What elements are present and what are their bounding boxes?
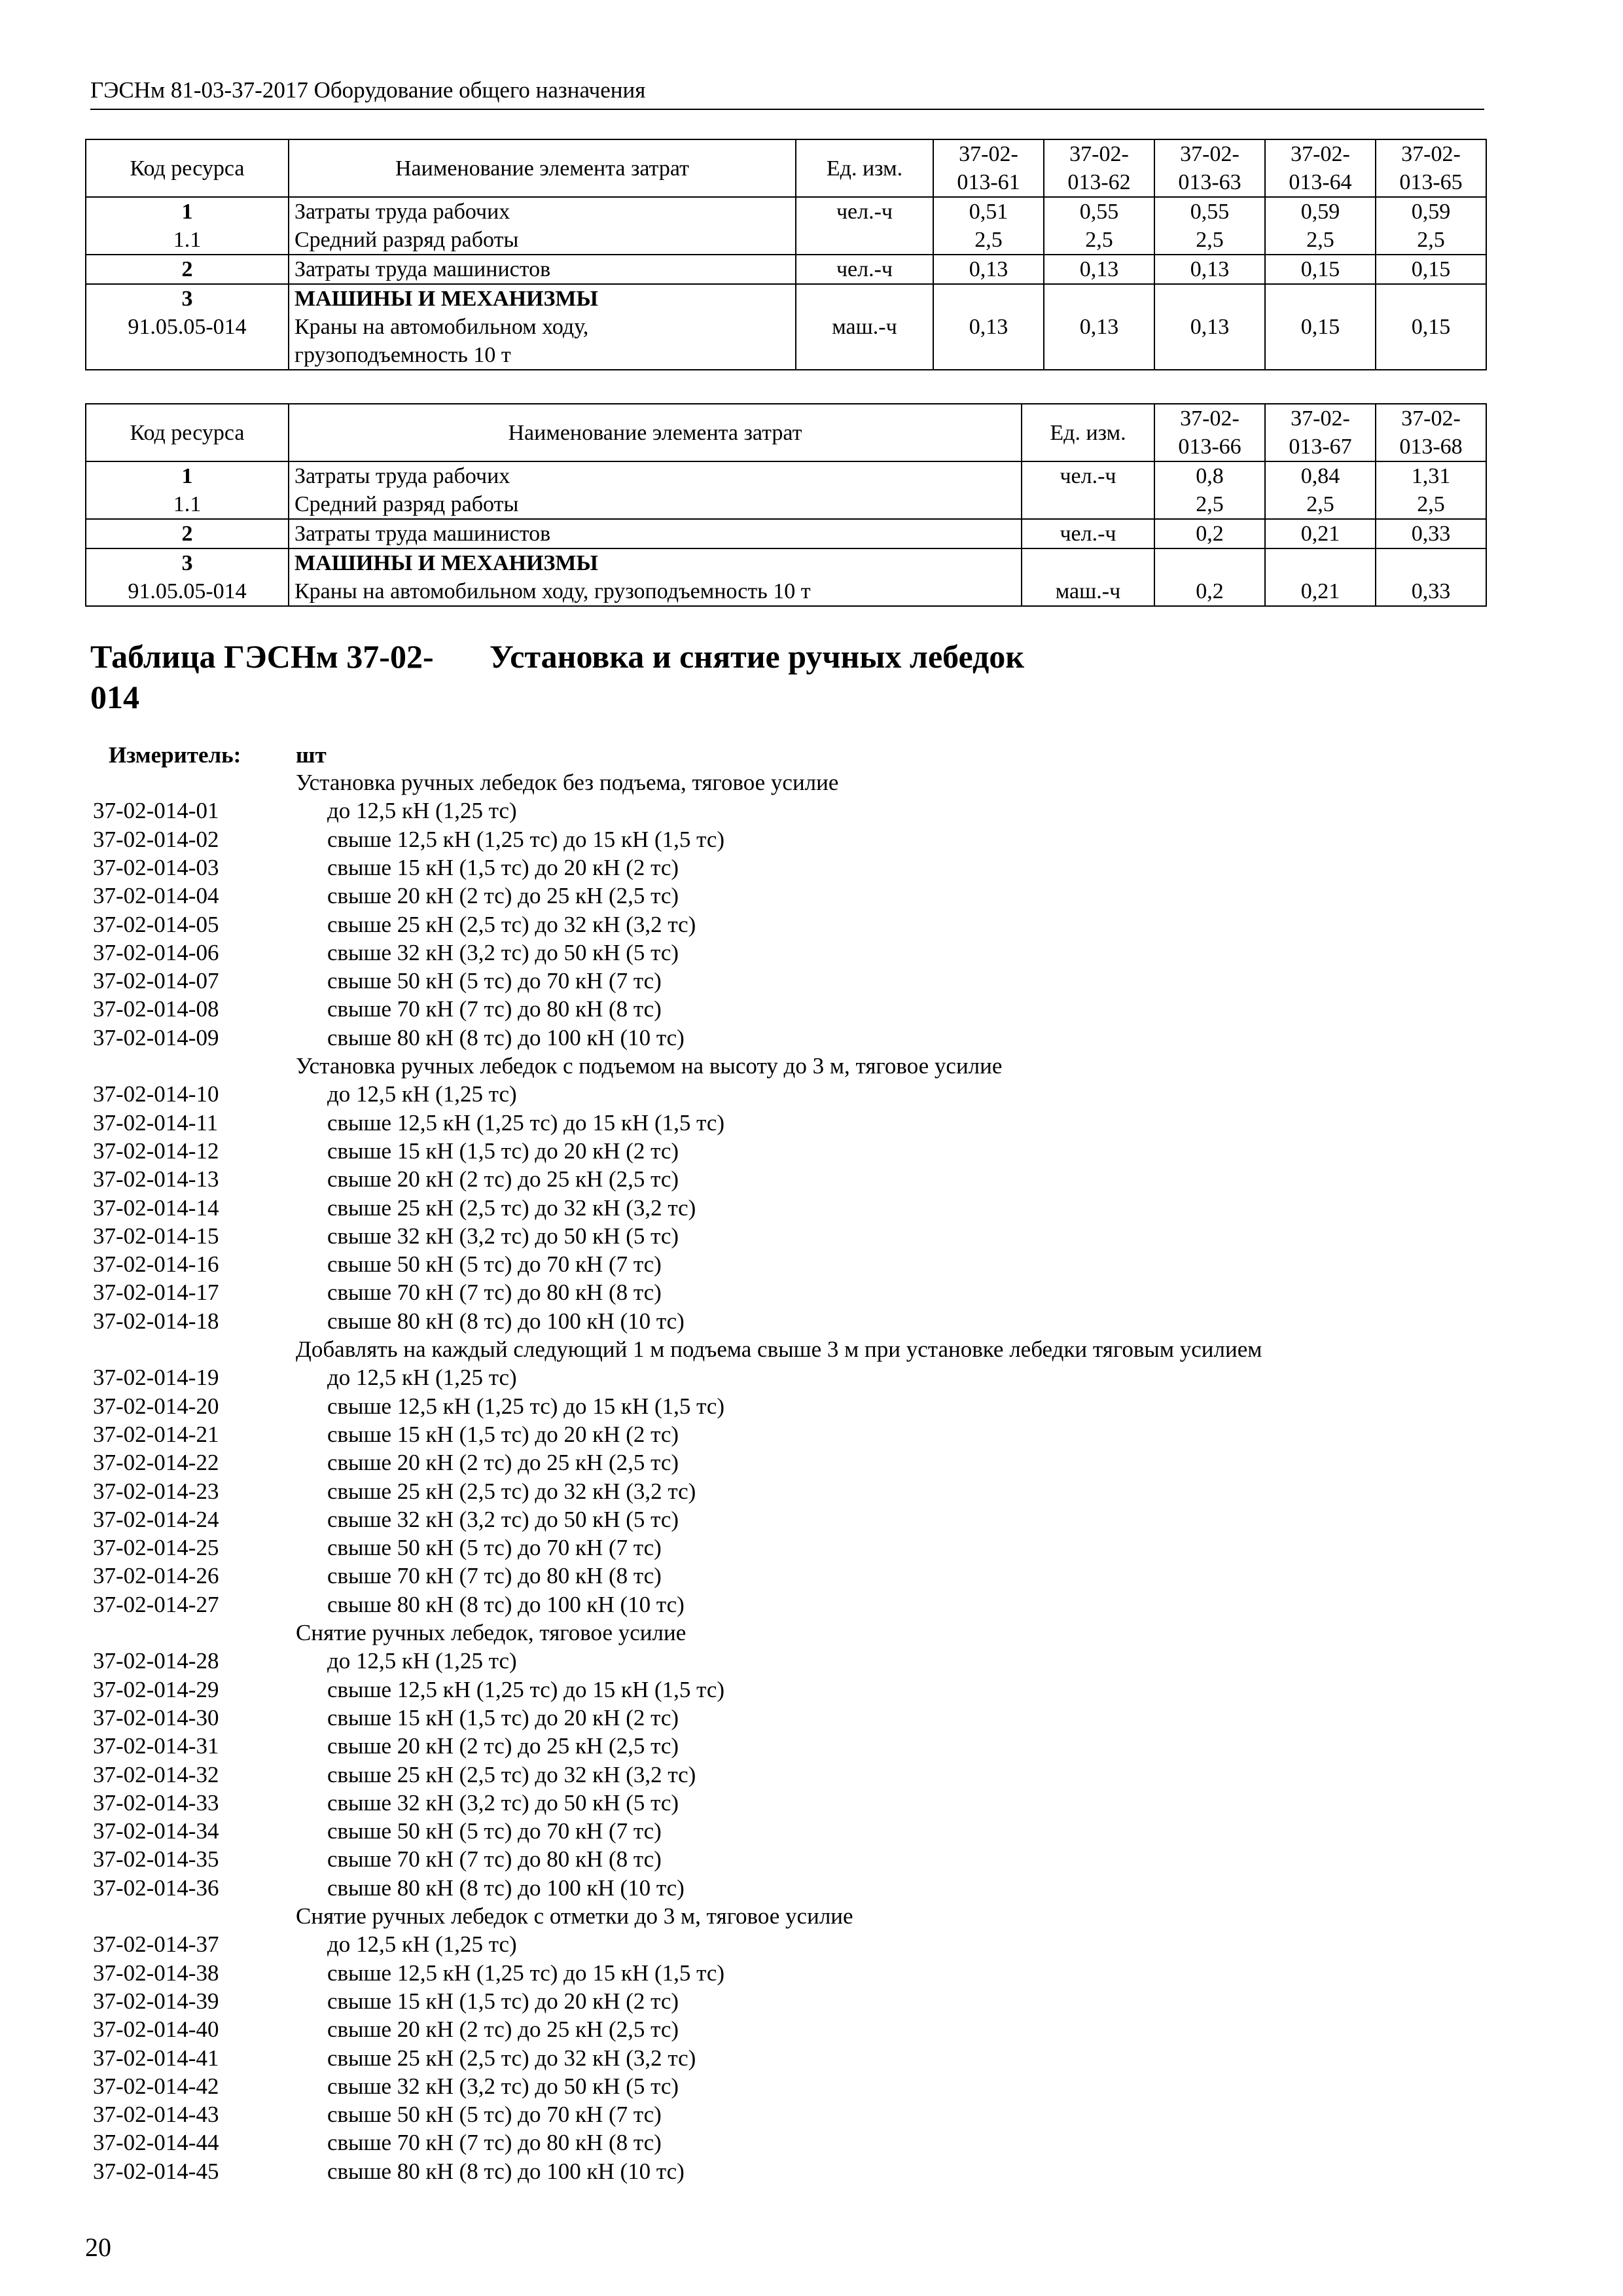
value-cell (1376, 461, 1486, 519)
unit-cell: чел.-ч (1022, 519, 1154, 548)
value-text: 2,5 (1417, 492, 1445, 516)
item-description: свыше 20 кН (2 тс) до 25 кН (2,5 тс) (327, 883, 679, 909)
item-code: 37-02-014-05 (93, 911, 219, 937)
value-text: 2,5 (974, 228, 1003, 252)
item-description: свыше 70 кН (7 тс) до 80 кН (8 тс) (327, 1563, 662, 1589)
item-description: свыше 25 кН (2,5 тс) до 32 кН (3,2 тс) (327, 911, 696, 937)
item-code: 37-02-014-20 (93, 1393, 219, 1419)
item-description: свыше 32 кН (3,2 тс) до 50 кН (5 тс) (327, 939, 679, 965)
unit-cell: маш.-ч (1022, 548, 1154, 606)
value-text: 2,5 (1306, 492, 1334, 516)
item-description: до 12,5 кН (1,25 тс) (327, 1365, 517, 1391)
item-code: 37-02-014-07 (93, 968, 219, 994)
code-text: 3 (181, 287, 193, 311)
item-code: 37-02-014-43 (93, 2102, 219, 2128)
table-row (86, 255, 1486, 284)
item-description: свыше 32 кН (3,2 тс) до 50 кН (5 тс) (327, 1789, 679, 1816)
header-cell: 37-02-013-63 (1154, 139, 1265, 197)
item-description: свыше 12,5 кН (1,25 тс) до 15 кН (1,5 тс) (327, 1960, 725, 1986)
value-cell (1265, 197, 1376, 255)
item-code: 37-02-014-36 (93, 1874, 219, 1901)
item-description: свыше 20 кН (2 тс) до 25 кН (2,5 тс) (327, 1733, 679, 1759)
item-description: свыше 50 кН (5 тс) до 70 кН (7 тс) (327, 1818, 662, 1844)
item-description: свыше 32 кН (3,2 тс) до 50 кН (5 тс) (327, 2073, 679, 2099)
item-code: 37-02-014-06 (93, 939, 219, 965)
item-code: 37-02-014-32 (93, 1761, 219, 1787)
value-text: 0,8 (1196, 464, 1224, 488)
group-title: Установка ручных лебедок без подъема, тяговое усилие (296, 770, 839, 795)
item-code: 37-02-014-34 (93, 1818, 219, 1844)
name-text: Затраты труда рабочих (294, 464, 510, 488)
item-description: свыше 15 кН (1,5 тс) до 20 кН (2 тс) (327, 1138, 679, 1164)
item-code: 37-02-014-18 (93, 1308, 219, 1334)
header-cell: 37-02-013-68 (1376, 404, 1486, 461)
header-cell: Код ресурса (86, 404, 289, 461)
value-cell: 0,13 (1044, 284, 1154, 370)
item-description: свыше 15 кН (1,5 тс) до 20 кН (2 тс) (327, 1704, 679, 1731)
item-code: 37-02-014-11 (93, 1109, 219, 1136)
name-cell (289, 197, 796, 255)
item-description: свыше 50 кН (5 тс) до 70 кН (7 тс) (327, 968, 662, 994)
table-header-row (86, 139, 1486, 197)
item-description: свыше 50 кН (5 тс) до 70 кН (7 тс) (327, 1535, 662, 1561)
item-description: до 12,5 кН (1,25 тс) (327, 1648, 517, 1674)
table-row (86, 519, 1486, 548)
value-cell (1044, 197, 1154, 255)
item-description: свыше 50 кН (5 тс) до 70 кН (7 тс) (327, 1251, 662, 1278)
value-cell (1265, 461, 1376, 519)
value-cell (1376, 197, 1486, 255)
header-cell: 37-02-013-66 (1154, 404, 1265, 461)
unit-cell: чел.-ч (796, 197, 933, 255)
item-description: до 12,5 кН (1,25 тс) (327, 798, 517, 824)
item-code: 37-02-014-01 (93, 798, 219, 824)
value-cell: 0,13 (933, 284, 1044, 370)
code-text: 1 (181, 200, 193, 224)
item-description: свыше 80 кН (8 тс) до 100 кН (10 тс) (327, 1024, 685, 1050)
item-description: свыше 32 кН (3,2 тс) до 50 кН (5 тс) (327, 1223, 679, 1249)
value-cell: 0,15 (1376, 284, 1486, 370)
header-cell: Наименование элемента затрат (289, 404, 1022, 461)
value-text: 2,5 (1306, 228, 1334, 252)
item-code: 37-02-014-09 (93, 1024, 219, 1050)
code-cell (86, 197, 289, 255)
measure-label: Измеритель: (109, 742, 241, 768)
header-cell: 37-02-013-61 (933, 139, 1044, 197)
code-cell: 2 (86, 255, 289, 284)
item-description: свыше 50 кН (5 тс) до 70 кН (7 тс) (327, 2102, 662, 2128)
item-code: 37-02-014-26 (93, 1563, 219, 1589)
code-cell: 2 (86, 519, 289, 548)
item-code: 37-02-014-12 (93, 1138, 219, 1164)
item-description: свыше 25 кН (2,5 тс) до 32 кН (3,2 тс) (327, 1761, 696, 1787)
item-description: свыше 80 кН (8 тс) до 100 кН (10 тс) (327, 1308, 685, 1334)
header-cell: 37-02-013-67 (1265, 404, 1376, 461)
item-description: свыше 20 кН (2 тс) до 25 кН (2,5 тс) (327, 1450, 679, 1476)
item-code: 37-02-014-44 (93, 2130, 219, 2156)
group-title: Снятие ручных лебедок с отметки до 3 м, тяговое усилие (296, 1903, 853, 1929)
name-cell: Затраты труда машинистов (289, 255, 796, 284)
item-code: 37-02-014-33 (93, 1789, 219, 1816)
value-cell: 0,13 (1154, 284, 1265, 370)
measure-value: шт (296, 742, 327, 768)
table-caption-label: Таблица ГЭСНм 37-02-014 (90, 638, 434, 715)
name-text: Затраты труда рабочих (294, 200, 510, 224)
value-cell: 0,2 (1154, 519, 1265, 548)
value-cell (1154, 197, 1265, 255)
value-cell: 0,2 (1154, 548, 1265, 606)
value-text: 0,59 (1411, 200, 1451, 224)
name-cell: Затраты труда машинистов (289, 519, 1022, 548)
item-code: 37-02-014-04 (93, 883, 219, 909)
item-code: 37-02-014-23 (93, 1478, 219, 1504)
item-description: свыше 80 кН (8 тс) до 100 кН (10 тс) (327, 1874, 685, 1901)
unit-cell: чел.-ч (1022, 461, 1154, 519)
item-code: 37-02-014-14 (93, 1194, 219, 1221)
item-code: 37-02-014-37 (93, 1931, 219, 1958)
section-title: МАШИНЫ И МЕХАНИЗМЫ (294, 551, 598, 575)
item-description: свыше 70 кН (7 тс) до 80 кН (8 тс) (327, 1846, 662, 1873)
value-text: 2,5 (1085, 228, 1113, 252)
value-text: 0,84 (1300, 464, 1340, 488)
item-description: свыше 12,5 кН (1,25 тс) до 15 кН (1,5 тс) (327, 1109, 725, 1136)
item-code: 37-02-014-27 (93, 1591, 219, 1617)
value-text: 1,31 (1411, 464, 1451, 488)
item-code: 37-02-014-08 (93, 996, 219, 1022)
unit-cell: чел.-ч (796, 255, 933, 284)
item-description: свыше 32 кН (3,2 тс) до 50 кН (5 тс) (327, 1506, 679, 1532)
code-text: 1.1 (173, 492, 202, 516)
item-description: до 12,5 кН (1,25 тс) (327, 1081, 517, 1107)
item-code: 37-02-014-02 (93, 826, 219, 852)
value-cell: 0,21 (1265, 548, 1376, 606)
item-description: свыше 70 кН (7 тс) до 80 кН (8 тс) (327, 2130, 662, 2156)
code-text: 1.1 (173, 228, 202, 252)
value-text: 0,55 (1079, 200, 1119, 224)
item-code: 37-02-014-35 (93, 1846, 219, 1873)
header-cell: Ед. изм. (796, 139, 933, 197)
item-description: свыше 12,5 кН (1,25 тс) до 15 кН (1,5 тс) (327, 1393, 725, 1419)
header-cell: 37-02-013-64 (1265, 139, 1376, 197)
name-text: Краны на автомобильном ходу, грузоподъемность 10 т (294, 579, 811, 603)
value-text: 2,5 (1417, 228, 1445, 252)
group-title: Добавлять на каждый следующий 1 м подъема свыше 3 м при установке лебедки тяговым усилием (296, 1336, 1262, 1362)
value-cell: 0,13 (933, 255, 1044, 284)
value-text: 0,59 (1300, 200, 1340, 224)
code-text: 91.05.05-014 (128, 315, 247, 339)
value-cell: 0,33 (1376, 548, 1486, 606)
item-code: 37-02-014-17 (93, 1280, 219, 1306)
value-cell: 0,21 (1265, 519, 1376, 548)
header-cell: 37-02-013-65 (1376, 139, 1486, 197)
item-code: 37-02-014-10 (93, 1081, 219, 1107)
value-text: 2,5 (1196, 228, 1224, 252)
item-description: свыше 70 кН (7 тс) до 80 кН (8 тс) (327, 1280, 662, 1306)
item-code: 37-02-014-21 (93, 1421, 219, 1447)
group-title: Установка ручных лебедок с подъемом на высоту до 3 м, тяговое усилие (296, 1053, 1003, 1079)
item-description: свыше 15 кН (1,5 тс) до 20 кН (2 тс) (327, 854, 679, 880)
value-cell: 0,15 (1265, 255, 1376, 284)
item-code: 37-02-014-29 (93, 1676, 219, 1702)
item-description: свыше 25 кН (2,5 тс) до 32 кН (3,2 тс) (327, 1194, 696, 1221)
table-caption-title: Установка и снятие ручных лебедок (490, 638, 1025, 675)
value-cell: 0,33 (1376, 519, 1486, 548)
value-cell: 0,13 (1154, 255, 1265, 284)
item-code: 37-02-014-39 (93, 1988, 219, 2014)
item-description: свыше 15 кН (1,5 тс) до 20 кН (2 тс) (327, 1988, 679, 2014)
value-text: 0,51 (969, 200, 1008, 224)
value-text: 0,55 (1190, 200, 1230, 224)
table-header-row (86, 404, 1486, 461)
item-code: 37-02-014-19 (93, 1365, 219, 1391)
item-code: 37-02-014-24 (93, 1506, 219, 1532)
value-text: 2,5 (1196, 492, 1224, 516)
group-title: Снятие ручных лебедок, тяговое усилие (296, 1620, 687, 1645)
code-text: 1 (181, 464, 193, 488)
page-number: 20 (85, 2233, 111, 2262)
item-description: свыше 12,5 кН (1,25 тс) до 15 кН (1,5 тс) (327, 1676, 725, 1702)
value-cell (1154, 461, 1265, 519)
header-cell: 37-02-013-62 (1044, 139, 1154, 197)
item-description: свыше 20 кН (2 тс) до 25 кН (2,5 тс) (327, 2017, 679, 2043)
code-cell (86, 548, 289, 606)
item-code: 37-02-014-03 (93, 854, 219, 880)
name-text: Краны на автомобильном ходу, грузоподъемность 10 т (294, 315, 589, 367)
code-cell (86, 284, 289, 370)
value-cell: 0,15 (1376, 255, 1486, 284)
item-code: 37-02-014-15 (93, 1223, 219, 1249)
name-cell (289, 461, 1022, 519)
item-description: свыше 80 кН (8 тс) до 100 кН (10 тс) (327, 2158, 685, 2184)
item-description: свыше 12,5 кН (1,25 тс) до 15 кН (1,5 тс) (327, 826, 725, 852)
value-cell: 0,15 (1265, 284, 1376, 370)
name-text: Средний разряд работы (294, 228, 519, 252)
item-description: свыше 70 кН (7 тс) до 80 кН (8 тс) (327, 996, 662, 1022)
item-description: свыше 15 кН (1,5 тс) до 20 кН (2 тс) (327, 1421, 679, 1447)
table-row (86, 548, 1486, 606)
name-text: Средний разряд работы (294, 492, 519, 516)
code-text: 91.05.05-014 (128, 579, 247, 603)
resource-table-2 (85, 403, 1487, 607)
item-description: свыше 20 кН (2 тс) до 25 кН (2,5 тс) (327, 1166, 679, 1193)
header-cell: Код ресурса (86, 139, 289, 197)
item-description: до 12,5 кН (1,25 тс) (327, 1931, 517, 1958)
running-header: ГЭСНм 81-03-37-2017 Оборудование общего назначения (90, 77, 1484, 110)
code-text: 3 (181, 551, 193, 575)
resource-table-1 (85, 139, 1487, 370)
item-code: 37-02-014-38 (93, 1960, 219, 1986)
item-code: 37-02-014-30 (93, 1704, 219, 1731)
item-code: 37-02-014-25 (93, 1535, 219, 1561)
item-code: 37-02-014-40 (93, 2017, 219, 2043)
value-cell: 0,13 (1044, 255, 1154, 284)
name-cell (289, 548, 1022, 606)
table-row (86, 284, 1486, 370)
item-description: свыше 80 кН (8 тс) до 100 кН (10 тс) (327, 1591, 685, 1617)
item-code: 37-02-014-45 (93, 2158, 219, 2184)
table-row (86, 197, 1486, 255)
header-cell: Ед. изм. (1022, 404, 1154, 461)
item-code: 37-02-014-28 (93, 1648, 219, 1674)
table-row (86, 461, 1486, 519)
unit-cell: маш.-ч (796, 284, 933, 370)
code-cell (86, 461, 289, 519)
item-code: 37-02-014-16 (93, 1251, 219, 1278)
item-code: 37-02-014-13 (93, 1166, 219, 1193)
value-cell (933, 197, 1044, 255)
item-code: 37-02-014-31 (93, 1733, 219, 1759)
section-title: МАШИНЫ И МЕХАНИЗМЫ (294, 287, 598, 311)
header-cell: Наименование элемента затрат (289, 139, 796, 197)
item-description: свыше 25 кН (2,5 тс) до 32 кН (3,2 тс) (327, 2045, 696, 2071)
item-code: 37-02-014-22 (93, 1450, 219, 1476)
name-cell (289, 284, 796, 370)
item-description: свыше 25 кН (2,5 тс) до 32 кН (3,2 тс) (327, 1478, 696, 1504)
item-code: 37-02-014-42 (93, 2073, 219, 2099)
item-code: 37-02-014-41 (93, 2045, 219, 2071)
